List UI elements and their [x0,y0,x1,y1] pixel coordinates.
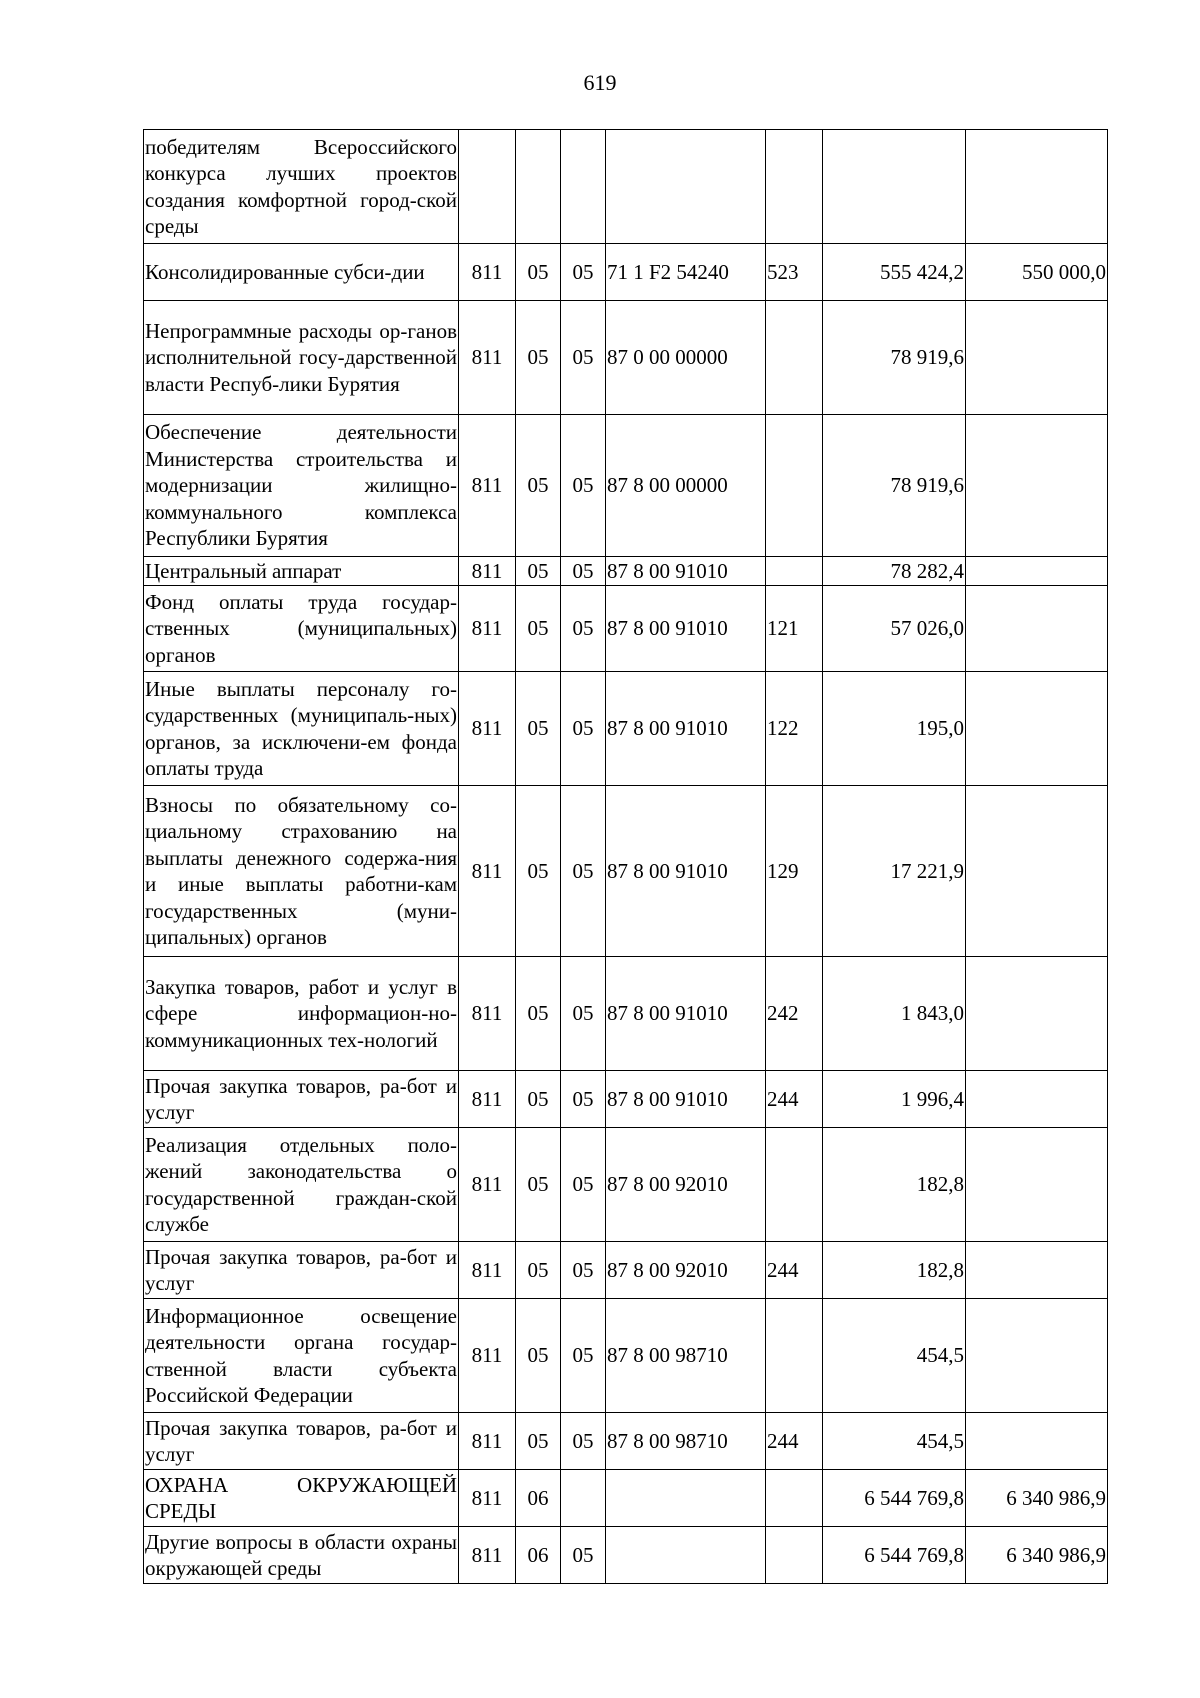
cell-subsection: 05 [561,957,606,1071]
table-row [144,957,1108,1071]
cell-name: Закупка товаров, работ и услуг в сфере информацион-но-коммуникационных тех-нологий [144,957,459,1071]
cell-grbs [459,130,516,244]
cell-expense-type: 244 [766,1242,823,1299]
cell-name: Реализация отдельных поло-жений законодательства о государственной граждан-ской службе [144,1128,459,1242]
cell-name: победителям Всероссийского конкурса лучших проектов создания комфортной город-ской среды [144,130,459,244]
cell-section: 05 [516,1413,561,1470]
cell-section: 06 [516,1470,561,1527]
cell-subsection: 05 [561,1071,606,1128]
cell-section: 05 [516,786,561,957]
cell-amount-2 [966,415,1108,557]
budget-table [143,129,1108,1584]
table-row [144,244,1108,301]
cell-grbs: 811 [459,415,516,557]
cell-amount-2 [966,957,1108,1071]
cell-grbs: 811 [459,301,516,415]
cell-section: 05 [516,586,561,672]
cell-amount-1: 6 544 769,8 [823,1527,966,1584]
cell-name: Обеспечение деятельности Министерства строительства и модернизации жилищно-коммунального комплекса Республики Бурятия [144,415,459,557]
cell-subsection: 05 [561,1128,606,1242]
cell-target-article: 87 8 00 92010 [606,1128,766,1242]
cell-subsection: 05 [561,1242,606,1299]
cell-target-article [606,130,766,244]
cell-expense-type: 242 [766,957,823,1071]
cell-target-article: 87 8 00 00000 [606,415,766,557]
cell-target-article: 87 8 00 98710 [606,1299,766,1413]
cell-amount-2 [966,557,1108,586]
cell-target-article: 71 1 F2 54240 [606,244,766,301]
cell-amount-2 [966,1071,1108,1128]
cell-amount-2 [966,130,1108,244]
cell-expense-type [766,130,823,244]
table-row [144,415,1108,557]
cell-subsection: 05 [561,301,606,415]
cell-grbs: 811 [459,786,516,957]
cell-amount-1 [823,130,966,244]
table-row [144,1527,1108,1584]
cell-amount-2 [966,1242,1108,1299]
cell-grbs: 811 [459,557,516,586]
cell-section [516,130,561,244]
cell-subsection: 05 [561,672,606,786]
cell-amount-2: 6 340 986,9 [966,1470,1108,1527]
cell-amount-1: 555 424,2 [823,244,966,301]
cell-name: Непрограммные расходы ор-ганов исполнительной госу-дарственной власти Респуб-лики Бурятия [144,301,459,415]
cell-expense-type [766,1470,823,1527]
cell-amount-1: 454,5 [823,1299,966,1413]
cell-section: 05 [516,957,561,1071]
cell-expense-type: 121 [766,586,823,672]
cell-name: Иные выплаты персоналу го-сударственных (муниципаль-ных) органов, за исключени-ем фонда оплаты труда [144,672,459,786]
cell-amount-1: 1 996,4 [823,1071,966,1128]
cell-section: 06 [516,1527,561,1584]
cell-name: Другие вопросы в области охраны окружающей среды [144,1527,459,1584]
page-number: 619 [583,70,617,95]
cell-amount-2: 550 000,0 [966,244,1108,301]
cell-section: 05 [516,1071,561,1128]
cell-amount-2 [966,1413,1108,1470]
cell-subsection: 05 [561,1299,606,1413]
cell-section: 05 [516,1128,561,1242]
cell-amount-2 [966,1128,1108,1242]
cell-name: Прочая закупка товаров, ра-бот и услуг [144,1242,459,1299]
table-row [144,301,1108,415]
cell-amount-1: 78 919,6 [823,415,966,557]
cell-name: Взносы по обязательному со-циальному страхованию на выплаты денежного содержа-ния и иные выплаты работни-кам государственных (муни-ципальных) органов [144,786,459,957]
table-row [144,1128,1108,1242]
cell-expense-type [766,557,823,586]
table-body [144,130,1108,1584]
cell-expense-type [766,415,823,557]
cell-target-article: 87 8 00 91010 [606,586,766,672]
cell-amount-2 [966,586,1108,672]
cell-grbs: 811 [459,1470,516,1527]
cell-amount-2 [966,672,1108,786]
cell-target-article: 87 8 00 91010 [606,672,766,786]
cell-amount-1: 78 919,6 [823,301,966,415]
cell-target-article: 87 8 00 98710 [606,1413,766,1470]
cell-subsection: 05 [561,1527,606,1584]
cell-expense-type: 244 [766,1413,823,1470]
cell-target-article: 87 8 00 92010 [606,1242,766,1299]
cell-name: ОХРАНА ОКРУЖАЮЩЕЙ СРЕДЫ [144,1470,459,1527]
cell-amount-1: 78 282,4 [823,557,966,586]
cell-grbs: 811 [459,1071,516,1128]
cell-grbs: 811 [459,957,516,1071]
cell-amount-1: 1 843,0 [823,957,966,1071]
cell-section: 05 [516,672,561,786]
cell-section: 05 [516,244,561,301]
cell-target-article: 87 8 00 91010 [606,1071,766,1128]
cell-subsection: 05 [561,244,606,301]
cell-amount-2 [966,1299,1108,1413]
cell-amount-1: 182,8 [823,1242,966,1299]
cell-expense-type: 122 [766,672,823,786]
cell-grbs: 811 [459,244,516,301]
cell-section: 05 [516,1299,561,1413]
cell-amount-1: 182,8 [823,1128,966,1242]
cell-expense-type: 244 [766,1071,823,1128]
cell-amount-1: 195,0 [823,672,966,786]
table-row [144,672,1108,786]
table-row [144,786,1108,957]
cell-amount-1: 57 026,0 [823,586,966,672]
table-row [144,1242,1108,1299]
cell-target-article: 87 8 00 91010 [606,557,766,586]
cell-subsection: 05 [561,557,606,586]
cell-subsection: 05 [561,786,606,957]
cell-subsection: 05 [561,415,606,557]
cell-target-article [606,1470,766,1527]
cell-grbs: 811 [459,672,516,786]
cell-expense-type [766,301,823,415]
cell-amount-2: 6 340 986,9 [966,1527,1108,1584]
cell-amount-2 [966,301,1108,415]
cell-section: 05 [516,415,561,557]
cell-amount-2 [966,786,1108,957]
table-row [144,1470,1108,1527]
table-row [144,1071,1108,1128]
cell-grbs: 811 [459,1242,516,1299]
cell-name: Информационное освещение деятельности органа государ-ственной власти субъекта Российской Федерации [144,1299,459,1413]
cell-expense-type [766,1527,823,1584]
cell-expense-type [766,1299,823,1413]
cell-target-article: 87 8 00 91010 [606,957,766,1071]
cell-name: Прочая закупка товаров, ра-бот и услуг [144,1071,459,1128]
cell-subsection: 05 [561,586,606,672]
table-row [144,130,1108,244]
cell-amount-1: 454,5 [823,1413,966,1470]
cell-target-article: 87 0 00 00000 [606,301,766,415]
table-row [144,1299,1108,1413]
cell-expense-type: 523 [766,244,823,301]
cell-expense-type: 129 [766,786,823,957]
table-row [144,557,1108,586]
cell-grbs: 811 [459,1527,516,1584]
cell-grbs: 811 [459,1299,516,1413]
cell-grbs: 811 [459,1413,516,1470]
cell-amount-1: 6 544 769,8 [823,1470,966,1527]
cell-grbs: 811 [459,1128,516,1242]
cell-target-article: 87 8 00 91010 [606,786,766,957]
cell-grbs: 811 [459,586,516,672]
cell-subsection: 05 [561,1413,606,1470]
cell-section: 05 [516,1242,561,1299]
cell-subsection [561,130,606,244]
cell-target-article [606,1527,766,1584]
cell-name: Фонд оплаты труда государ-ственных (муниципальных) органов [144,586,459,672]
cell-section: 05 [516,301,561,415]
cell-name: Центральный аппарат [144,557,459,586]
table-row [144,586,1108,672]
cell-expense-type [766,1128,823,1242]
cell-section: 05 [516,557,561,586]
cell-name: Консолидированные субси-дии [144,244,459,301]
cell-subsection [561,1470,606,1527]
cell-name: Прочая закупка товаров, ра-бот и услуг [144,1413,459,1470]
table-row [144,1413,1108,1470]
cell-amount-1: 17 221,9 [823,786,966,957]
